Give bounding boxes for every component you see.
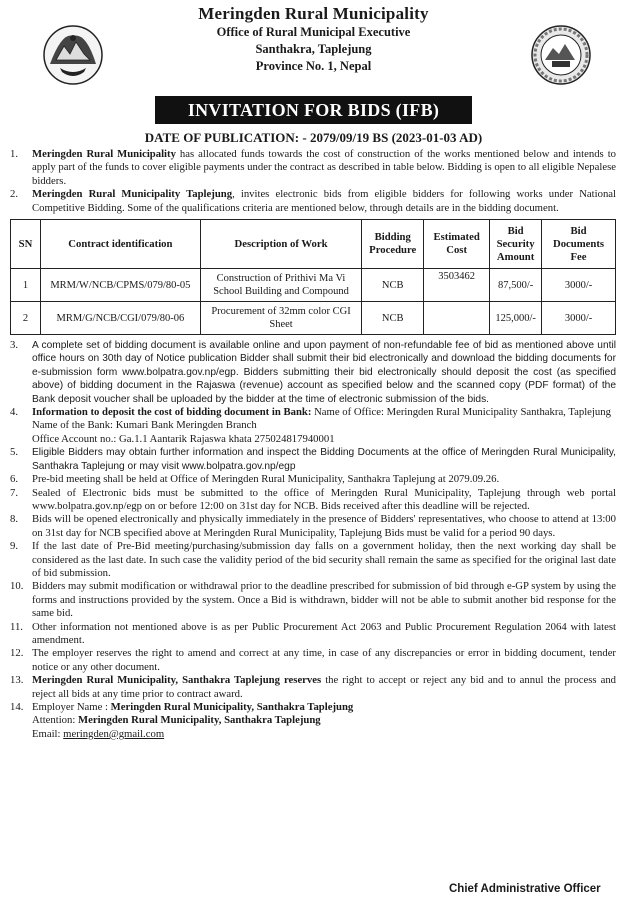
table-header: Bid Documents Fee	[542, 220, 616, 269]
list-item	[10, 446, 616, 473]
employer-label: Employer Name :	[32, 701, 111, 713]
table-header: Bidding Procedure	[362, 220, 424, 269]
office-address: Santhakra, Taplejung	[255, 42, 372, 56]
account-number: Office Account no.: Ga.1.1 Aantarik Rajaswa khata 275024817940001	[32, 432, 335, 445]
item-body-text: the right to accept or reject any bid and to annul the process and reject all bids at any time prior to contract award.	[32, 674, 617, 700]
table-row	[11, 269, 616, 302]
signature-title: Chief Administrative Officer	[449, 883, 601, 895]
item-number: 13.	[10, 674, 24, 687]
table-cell: 2	[11, 302, 41, 335]
item-number: 6.	[10, 473, 19, 486]
table-cell: 125,000/-	[490, 302, 542, 335]
list-item	[10, 513, 616, 540]
item-body-text: , invites electronic bids from eligible bidders for following works under National Competitive Bidding. Some of the qualifications criteria are mentioned below, through details are in the bidding document.	[32, 188, 616, 214]
list-item	[10, 406, 616, 446]
item-text	[32, 701, 616, 741]
email-label: Email:	[32, 727, 64, 740]
list-item	[10, 540, 616, 580]
office-name: Office of Rural Municipal Executive	[216, 25, 411, 39]
item-text: Bids will be opened electronically and physically immediately in the presence of Bidders' representatives, who choose to attend at 13:00 on 31st day for NCB specified above at Meringden Rural Municipality, Taplejung Bids must be valid for a period 90 days.	[32, 513, 616, 539]
table-cell: 3503462	[424, 269, 490, 302]
table-header: Estimated Cost	[424, 220, 490, 269]
item-number: 2.	[10, 188, 19, 201]
item-body-text: has allocated funds towards the cost of construction of the works mentioned below and intends to apply part of the funds to cover eligible payments under the contract as described in table below. Bidding is open to all eligible Nepalese bidders.	[32, 148, 617, 187]
item-text: Other information not mentioned above is as per Public Procurement Act 2063 and Public Procurement Regulation 2064 with latest amendment.	[32, 620, 616, 646]
list-item	[10, 188, 616, 215]
table-cell	[424, 302, 490, 335]
org-name: Meringden Rural Municipality	[198, 4, 429, 23]
table-cell: MRM/G/NCB/CGI/079/80-06	[40, 302, 200, 335]
list-item	[10, 339, 616, 406]
list-item	[10, 487, 616, 514]
table-cell: Procurement of 32mm color CGI Sheet	[200, 302, 361, 335]
list-item	[10, 148, 616, 188]
item-number: 7.	[10, 486, 19, 499]
table-header: Description of Work	[200, 220, 361, 269]
bank-name: Name of the Bank: Kumari Bank Meringden Branch	[32, 419, 257, 432]
item-number: 14.	[10, 701, 24, 713]
nepal-emblem-icon	[42, 24, 104, 86]
table-header-row	[11, 220, 616, 269]
item-number: 5.	[10, 446, 19, 459]
item-text: If the last date of Pre-Bid meeting/purchasing/submission day falls on a government holiday, then the next working day shall be considered as the last date. In such case the validity period of the bid security shall remain the same as specified for the original last date of bid submission.	[32, 540, 616, 579]
item-number: 1.	[10, 148, 19, 160]
table-cell: 3000/-	[542, 302, 616, 335]
item-text: Eligible Bidders may obtain further information and inspect the Bidding Documents at the office of Meringden Rural Municipality, Santhakra Taplejung or may visit www.bolpatra.gov.np/egp	[32, 447, 616, 472]
item-bold-text: Meringden Rural Municipality	[32, 148, 176, 160]
email-link[interactable]: meringden@gmail.com	[63, 727, 165, 740]
table-row	[11, 302, 616, 335]
notice-body	[10, 148, 616, 741]
item-text: Sealed of Electronic bids must be submitted to the office of Meringden Rural Municipality, Taplejung through web portal www.bolpatra.gov.np/egp on or before 12:00 on 31st day for NCB. Bids received after this deadline will be rejected.	[32, 486, 616, 512]
item-number: 12.	[10, 647, 24, 660]
ifb-banner: INVITATION FOR BIDS (IFB)	[155, 96, 472, 124]
item-text: A complete set of bidding document is available online and upon payment of non-refundable fee of bid as mentioned above until office hours on 30th day of Notice publication Bidder shall submit their bid electronically and download the bidding documents for e-submission form www.bolpatra.gov.np/egp. Bidders submitting their bid electronically should deposit the cost (as specified above) of bidding document in the Rajaswa (revenue) account as specified below and the scanned copy (PDF format) of the Bank deposit voucher shall be uploaded by the bidder at the time of electronic submission of the bids.	[32, 340, 616, 405]
item-number: 8.	[10, 513, 19, 526]
item-number: 10.	[10, 580, 24, 593]
table-cell: Construction of Prithivi Ma Vi School Building and Compound	[200, 269, 361, 302]
item-text	[32, 406, 616, 446]
table-header: Contract identification	[40, 220, 200, 269]
list-item	[10, 701, 616, 741]
item-body-text: Name of Office: Meringden Rural Municipality Santhakra, Taplejung	[311, 406, 611, 419]
item-number: 9.	[10, 540, 19, 553]
table-cell: 1	[11, 269, 41, 302]
table-cell: NCB	[362, 269, 424, 302]
list-item	[10, 473, 616, 486]
list-item	[10, 621, 616, 648]
list-item	[10, 580, 616, 620]
item-text: Bidders may submit modification or withdrawal prior to the deadline prescribed for submission of bid through e-GP system by using the forms and instructions provided by the system. Once a Bid is withdrawn, bidder will not be able to submit another bid response for the same bid.	[32, 580, 616, 620]
table-header: SN	[11, 220, 41, 269]
item-number: 11.	[10, 620, 23, 633]
bids-table	[10, 219, 616, 335]
item-text: The employer reserves the right to amend and correct at any time, in case of any discrepancies or error in bidding document, tender notice or any other document.	[32, 647, 616, 673]
table-cell: 87,500/-	[490, 269, 542, 302]
table-header: Bid Security Amount	[490, 220, 542, 269]
item-text	[32, 148, 616, 188]
publication-date: DATE OF PUBLICATION: - 2079/09/19 BS (2023-01-03 AD)	[144, 130, 483, 145]
municipality-seal-icon	[530, 24, 592, 86]
item-bold-text: Meringden Rural Municipality, Santhakra Taplejung reserves	[32, 674, 322, 687]
table-cell: MRM/W/NCB/CPMS/079/80-05	[40, 269, 200, 302]
item-text	[32, 188, 616, 215]
list-item	[10, 674, 616, 701]
province: Province No. 1, Nepal	[255, 59, 372, 73]
attention-name: Meringden Rural Municipality, Santhakra Taplejung	[78, 714, 321, 727]
item-number: 3.	[10, 339, 19, 352]
item-number: 4.	[10, 406, 19, 419]
attention-label: Attention:	[32, 714, 79, 727]
item-bold-text: Meringden Rural Municipality Taplejung	[32, 188, 233, 201]
table-cell: NCB	[362, 302, 424, 335]
list-item	[10, 647, 616, 674]
item-bold-text: Information to deposit the cost of bidding document in Bank:	[32, 406, 312, 419]
employer-name: Meringden Rural Municipality, Santhakra Taplejung	[110, 701, 354, 713]
table-cell: 3000/-	[542, 269, 616, 302]
item-text: Pre-bid meeting shall be held at Office of Meringden Rural Municipality, Santhakra Taplejung at 2079.09.26.	[32, 473, 500, 486]
item-text	[32, 674, 616, 701]
